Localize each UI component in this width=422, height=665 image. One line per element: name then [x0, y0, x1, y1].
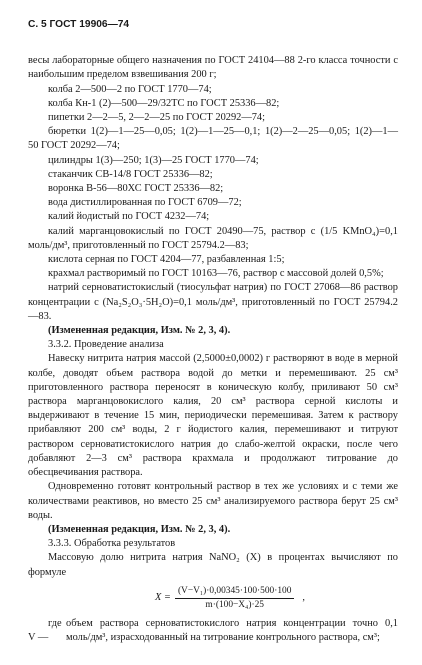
equipment-line-12: кислота серная по ГОСТ 4204—77, разбавленная 1:5;: [48, 254, 285, 266]
amendment-note-2: (Измененная редакция, Изм. № 2, 3, 4).: [48, 523, 231, 535]
equipment-line-13: крахмал растворимый по ГОСТ 10163—76, раствор с массовой долей 0,5%;: [48, 268, 384, 280]
equipment-line-6: цилиндры 1(3)—250; 1(3)—25 ГОСТ 1770—74;: [48, 154, 259, 166]
equipment-line-11: калий марганцовокислый по ГОСТ 20490—75, раствор с (1/5 KMnO₄)=0,1 моль/дм³, приготовленный по ГОСТ 25794.2—83;: [28, 225, 398, 251]
equipment-line-5: бюретки 1(2)—1—25—0,05; 1(2)—1—25—0,1; 1(2)—2—25—0,05; 1(2)—1—50 ГОСТ 20292—74;: [28, 126, 398, 152]
where-clause: [28, 617, 398, 645]
section-332-paragraph-2: Одновременно готовят контрольный раствор в тех же условиях и с теми же количествами реактивов, но вместо 25 см³ анализируемого раствора берут 25 см³ воды.: [28, 481, 398, 521]
equipment-line-8: воронка В-56—80ХС ГОСТ 25336—82;: [48, 183, 224, 195]
where-text: объем раствора серноватистокислого натрия концентрации точно 0,1 моль/дм³, израсходованный на титрование контрольного раствора, см³;: [66, 617, 398, 643]
equipment-line-10: калий йодистый по ГОСТ 4232—74;: [48, 211, 210, 223]
where-label: где V —: [28, 617, 62, 643]
formula-comma: ,: [302, 592, 306, 604]
equipment-line-9: вода дистиллированная по ГОСТ 6709—72;: [48, 197, 242, 209]
formula-lhs: X =: [154, 592, 171, 604]
section-333-paragraph-1: Массовую долю нитрита натрия NaNO₂ (X) в процентах вычисляют по формуле: [28, 552, 398, 578]
formula-numerator: (V−V₁)·0,00345·100·500·100: [175, 586, 294, 599]
page-header: С. 5 ГОСТ 19906—74: [28, 19, 130, 30]
equipment-line-4: пипетки 2—2—5, 2—2—25 по ГОСТ 20292—74;: [48, 112, 266, 124]
equipment-line-3: колба Кн-1 (2)—500—29/32ТС по ГОСТ 25336—82;: [48, 97, 280, 109]
equipment-line-7: стаканчик СВ-14/8 ГОСТ 25336—82;: [48, 168, 213, 180]
equipment-line-2: колба 2—500—2 по ГОСТ 1770—74;: [48, 83, 212, 95]
amendment-note-1: (Измененная редакция, Изм. № 2, 3, 4).: [48, 325, 231, 337]
formula-denominator: m·(100−X₄)·25: [205, 599, 264, 610]
formula: [62, 586, 398, 611]
formula-fraction: [175, 586, 294, 611]
section-332-title: 3.3.2. Проведение анализа: [48, 339, 164, 351]
section-333-title: 3.3.3. Обработка результатов: [48, 538, 176, 550]
equipment-line-14: натрий серноватистокислый (тиосульфат натрия) по ГОСТ 27068—86 раствор концентрации с (Na₂S₂O₃·5H₂O)=0,1 моль/дм³, приготовленный по ГОСТ 25794.2—83.: [28, 282, 398, 322]
equipment-line-1: весы лабораторные общего назначения по ГОСТ 24104—88 2-го класса точности с наибольшим пределом взвешивания 200 г;: [28, 55, 398, 81]
section-332-paragraph-1: Навеску нитрита натрия массой (2,5000±0,0002) г растворяют в воде в мерной колбе, доводят объем раствора водой до метки и перемешивают. 25 см³ приготовленного раствора переносят в коническую колбу, приливают 50 см³ раствора марганцовокислого калия, 20 см³ раствора серной кислоты и выдерживают в течение 15 мин, периодически перемешивая. Затем к раствору прибавляют 200 см³ воды, 2 г йодистого калия, перемешивают и титруют раствором серноватистокислого натрия до слабо-желтой окраски, после чего добавляют 2—3 см³ раствора крахмала и продолжают титрование до обесцвечивания раствора.: [28, 353, 398, 479]
